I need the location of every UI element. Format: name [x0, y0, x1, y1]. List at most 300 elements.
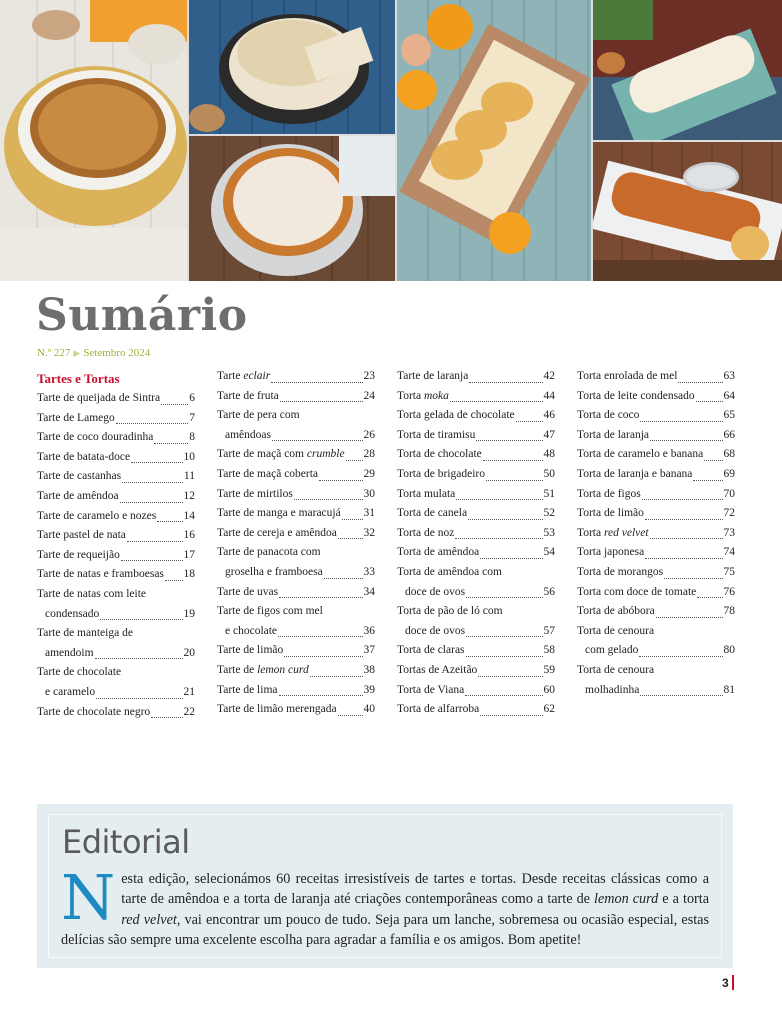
toc-entry-title	[397, 661, 477, 681]
toc-entry[interactable]	[217, 504, 375, 524]
toc-page-number: 76	[723, 585, 735, 598]
toc-leader-dots	[127, 541, 183, 542]
toc-leader-dots	[455, 538, 542, 539]
toc-page-number: 46	[543, 409, 555, 422]
toc-entry-title-text: Torta de abóbora	[577, 605, 655, 618]
page-title: Sumário	[36, 290, 248, 341]
toc-entry-title: Tarte de chocolate	[37, 666, 122, 679]
toc-entry-title-text: Torta de morangos	[577, 565, 664, 578]
toc-page-number: 7	[189, 411, 195, 424]
toc-entry-title-text: Tortas de Azeitão	[397, 663, 478, 676]
toc-leader-dots	[310, 676, 363, 677]
toc-page-number: 29	[363, 467, 375, 480]
photo-collage	[0, 0, 782, 281]
toc-page-number: 51	[543, 487, 555, 500]
toc-page-number: 32	[363, 526, 375, 539]
toc-entry[interactable]	[37, 409, 195, 429]
toc-leader-dots	[120, 502, 183, 503]
issue-number: N.º 227	[37, 347, 71, 359]
toc-entry-title	[217, 583, 278, 603]
toc-page-number: 33	[363, 565, 375, 578]
toc-leader-dots	[96, 698, 182, 699]
toc-leader-dots	[161, 404, 188, 405]
editorial-text-part: e a torta	[658, 891, 710, 908]
toc-leader-dots	[116, 423, 189, 424]
toc-entry-title	[397, 387, 449, 407]
toc-leader-dots	[338, 538, 363, 539]
toc-entry[interactable]	[37, 487, 195, 507]
toc-page-number: 10	[183, 450, 195, 463]
toc-entry[interactable]	[397, 504, 555, 524]
toc-entry-title	[577, 563, 663, 583]
toc-entries	[397, 367, 555, 720]
toc-entry-title-italic: moka	[423, 389, 449, 402]
issue-separator-icon: ▶	[73, 348, 81, 358]
photo-sugar-tart	[189, 136, 395, 281]
toc-entry-title	[37, 565, 164, 585]
toc-leader-dots	[693, 480, 722, 481]
toc-entry-title-text: Tarte de limão merengada	[217, 703, 337, 716]
toc-page-number: 19	[183, 607, 195, 620]
toc-leader-dots	[154, 443, 188, 444]
toc-entry[interactable]	[397, 681, 555, 701]
toc-leader-dots	[697, 597, 722, 598]
toc-entry-title-line	[217, 543, 375, 563]
toc-entry[interactable]	[397, 700, 555, 720]
toc-entry[interactable]	[217, 583, 375, 603]
toc-entry-title-text: Torta de laranja	[577, 428, 649, 441]
toc-leader-dots	[468, 519, 542, 520]
toc-page-number: 26	[363, 428, 375, 441]
toc-entry-title	[577, 387, 695, 407]
toc-entry-title: Torta de pão de ló com	[397, 605, 503, 618]
toc-entry[interactable]	[217, 524, 375, 544]
toc-leader-dots	[272, 440, 363, 441]
toc-entry-title	[37, 507, 156, 527]
toc-entry-title: e caramelo	[45, 685, 96, 698]
toc-entry[interactable]	[217, 367, 375, 387]
toc-leader-dots	[151, 717, 182, 718]
toc-page-number: 62	[543, 703, 555, 716]
toc-entry-title-text: Torta gelada de chocolate	[397, 409, 515, 422]
toc-entry-title-text: Torta japonesa	[577, 546, 645, 559]
toc-entry-title: Tarte de manteiga de	[37, 627, 133, 640]
toc-leader-dots	[465, 695, 542, 696]
toc-page-number: 57	[543, 624, 555, 637]
toc-entry-title	[217, 465, 318, 485]
toc-entry-title-text: Torta	[577, 526, 604, 539]
toc-leader-dots	[466, 656, 543, 657]
toc-entry-title-text: Tarte de maçã com	[217, 448, 307, 461]
editorial-text-part: esta edição, selecionámos 60 receitas irresistíveis de tartes e tortas. Desde receitas clássicas como a tarte de amêndoa e a torta de laranja até criações contemporâneas como a tarte de	[121, 871, 709, 908]
toc-entry-title-text: Tarte de queijada de Sintra	[37, 392, 161, 404]
toc-entry-title: condensado	[45, 607, 100, 620]
toc-entry[interactable]	[577, 367, 735, 387]
toc-entry-title-text: Tarte de caramelo e nozes	[37, 509, 157, 522]
toc-entry-title-text: Tarte de coco douradinha	[37, 431, 154, 444]
toc-column-3	[397, 367, 555, 720]
toc-entry-title-text: Torta	[397, 389, 424, 402]
toc-entry-title-text: Tarte de limão	[217, 644, 284, 657]
toc-entry-title-text: Torta de brigadeiro	[397, 467, 485, 480]
toc-leader-dots	[645, 519, 723, 520]
toc-page-number: 14	[183, 509, 195, 522]
toc-leader-dots	[284, 656, 362, 657]
toc-entry[interactable]	[397, 641, 555, 661]
toc-entry[interactable]	[37, 467, 195, 487]
toc-entry[interactable]	[37, 703, 195, 723]
toc-page-number: 80	[723, 644, 735, 657]
toc-entry[interactable]	[37, 644, 195, 664]
toc-entry-title	[577, 583, 696, 603]
toc-entry-title: doce de ovos	[405, 585, 466, 598]
toc-entry[interactable]	[397, 543, 555, 563]
editorial-heading: Editorial	[62, 823, 190, 861]
toc-entry-title-line	[577, 661, 735, 681]
toc-entry-title-text: Torta de tiramisu	[397, 428, 476, 441]
toc-entry[interactable]	[397, 622, 555, 642]
toc-leader-dots	[664, 578, 722, 579]
page-number: 3	[722, 976, 729, 990]
toc-entry[interactable]	[397, 661, 555, 681]
toc-entry[interactable]	[577, 563, 735, 583]
toc-entry-title	[217, 700, 337, 720]
toc-page-number: 24	[363, 389, 375, 402]
toc-entry[interactable]	[37, 448, 195, 468]
toc-entry[interactable]	[217, 641, 375, 661]
toc-page-number: 20	[183, 646, 195, 659]
toc-entry-title	[577, 465, 692, 485]
toc-entry[interactable]	[217, 485, 375, 505]
toc-entries	[37, 389, 195, 722]
toc-entry[interactable]	[397, 367, 555, 387]
toc-entry[interactable]	[397, 583, 555, 603]
toc-leader-dots	[165, 580, 183, 581]
toc-entry-title-line	[217, 602, 375, 622]
toc-entry-title	[217, 485, 293, 505]
toc-entry-title	[397, 543, 479, 563]
issue-date: Setembro 2024	[83, 347, 151, 359]
toc-leader-dots	[486, 480, 543, 481]
toc-leader-dots	[483, 460, 543, 461]
toc-entry[interactable]	[37, 565, 195, 585]
page-number-bar	[732, 975, 734, 990]
toc-entry-title	[397, 485, 455, 505]
toc-entry[interactable]	[217, 681, 375, 701]
toc-entry-title-line	[37, 663, 195, 683]
toc-entry-title	[397, 641, 465, 661]
toc-entry-title	[577, 485, 641, 505]
toc-entry-title	[577, 445, 703, 465]
editorial-italic: red velvet	[121, 911, 177, 928]
toc-entry[interactable]	[397, 465, 555, 485]
toc-leader-dots	[294, 499, 363, 500]
toc-page-number: 73	[723, 526, 735, 539]
toc-leader-dots	[319, 480, 362, 481]
toc-leader-dots	[469, 382, 542, 383]
toc-entry-title-text: Tarte de natas e framboesas	[37, 568, 164, 581]
toc-entry-title	[217, 524, 337, 544]
toc-entry[interactable]	[217, 622, 375, 642]
toc-entry-title-text: Torta de noz	[397, 526, 455, 539]
toc-entry[interactable]	[217, 445, 375, 465]
toc-entry-title-text: Tarte de maçã coberta	[217, 467, 319, 480]
toc-page-number: 47	[543, 428, 555, 441]
toc-entry-title-italic: eclair	[243, 370, 271, 382]
toc-page-number: 50	[543, 467, 555, 480]
toc-entry-title: Torta de cenoura	[577, 663, 655, 676]
toc-entry[interactable]	[217, 426, 375, 446]
toc-entry-title	[577, 543, 644, 563]
toc-leader-dots	[476, 440, 542, 441]
photo-cheesecake	[189, 0, 395, 134]
photo-swiss-roll	[593, 142, 782, 281]
toc-page-number: 64	[723, 389, 735, 402]
toc-entry-title: Torta de cenoura	[577, 624, 655, 637]
toc-entry-title	[397, 681, 464, 701]
toc-entry-title	[217, 367, 270, 387]
toc-entry-title-text: Tarte de Lamego	[37, 411, 115, 424]
toc-entry-title	[217, 445, 345, 465]
toc-entry-title-line	[217, 406, 375, 426]
toc-entry-title-italic: lemon curd	[257, 663, 309, 676]
toc-leader-dots	[478, 676, 542, 677]
toc-entry[interactable]	[577, 543, 735, 563]
toc-entry-title	[577, 504, 644, 524]
toc-entry[interactable]	[217, 465, 375, 485]
toc-leader-dots	[640, 421, 722, 422]
toc-leader-dots	[456, 499, 542, 500]
toc-entry-title-text: Torta com doce de tomate	[577, 585, 697, 598]
toc-entry-title-text: Tarte de laranja	[397, 370, 469, 382]
toc-entry[interactable]	[217, 700, 375, 720]
toc-entry[interactable]	[37, 526, 195, 546]
toc-page-number: 58	[543, 644, 555, 657]
toc-entry-title-italic: crumble	[306, 448, 345, 461]
toc-entry-title	[37, 703, 150, 723]
editorial-box	[37, 804, 733, 968]
editorial-text-part: , vai encontrar um pouco de tudo. Seja para um lanche, sobremesa ou ocasião especial, estas delícias são sempre uma excelente escolha para agradar a família e os amigos. Bom apetite!	[61, 911, 709, 948]
toc-page-number: 78	[723, 605, 735, 618]
toc-entry-title-line	[37, 624, 195, 644]
toc-entry-title-text: Tarte de fruta	[217, 389, 279, 402]
toc-entry-title-text: Tarte de	[217, 663, 258, 676]
toc-leader-dots	[100, 619, 182, 620]
editorial-dropcap: N	[61, 861, 116, 934]
toc-leader-dots	[640, 695, 722, 696]
toc-entry-title: e chocolate	[225, 624, 278, 637]
toc-page-number: 81	[723, 683, 735, 696]
toc-page-number: 17	[183, 548, 195, 561]
toc-page-number: 66	[723, 428, 735, 441]
toc-entry[interactable]	[577, 602, 735, 622]
toc-leader-dots	[157, 521, 182, 522]
toc-page-number: 69	[723, 467, 735, 480]
toc-entry-title	[37, 448, 130, 468]
toc-entry[interactable]	[397, 406, 555, 426]
toc-entry-title-text: Torta de amêndoa	[397, 546, 480, 559]
toc-entry[interactable]	[37, 683, 195, 703]
toc-leader-dots	[324, 578, 363, 579]
editorial-text	[61, 861, 710, 950]
toc-entry[interactable]	[397, 524, 555, 544]
toc-entry-title	[577, 426, 649, 446]
toc-entry-title	[217, 641, 283, 661]
toc-entry-title-text: Torta de figos	[577, 487, 641, 500]
toc-leader-dots	[650, 440, 723, 441]
toc-entry-title-text: Torta de canela	[397, 507, 468, 520]
toc-entry-title-text: Tarte de cereja e amêndoa	[217, 526, 337, 539]
toc-entry[interactable]	[397, 387, 555, 407]
toc-entry-title	[397, 445, 482, 465]
toc-entry-title-text: Torta de laranja e banana	[577, 467, 693, 480]
toc-leader-dots	[95, 658, 183, 659]
toc-leader-dots	[279, 597, 362, 598]
toc-entry-title-text: Torta de claras	[397, 644, 465, 657]
toc-entry[interactable]	[37, 605, 195, 625]
toc-entry-title: groselha e framboesa	[225, 565, 323, 578]
toc-page-number: 75	[723, 565, 735, 578]
toc-page-number: 22	[183, 705, 195, 718]
toc-entry-title-text: Torta de leite condensado	[577, 389, 695, 402]
toc-entry[interactable]	[397, 426, 555, 446]
toc-page-number: 16	[183, 529, 195, 542]
toc-entries	[217, 367, 375, 720]
toc-entry[interactable]	[577, 485, 735, 505]
toc-entry-title	[37, 526, 126, 546]
toc-page-number: 36	[363, 624, 375, 637]
toc-entry[interactable]	[577, 641, 735, 661]
toc-leader-dots	[338, 715, 363, 716]
toc-entry-title-text: Torta de caramelo e banana	[577, 448, 704, 461]
toc-page-number: 65	[723, 409, 735, 422]
toc-entry-title: Tarte de pera com	[217, 409, 300, 422]
toc-page-number: 37	[363, 644, 375, 657]
photo-orange-roll	[397, 0, 591, 281]
toc-entry[interactable]	[577, 445, 735, 465]
toc-leader-dots	[122, 482, 183, 483]
toc-entry-title	[37, 428, 153, 448]
toc-entries	[577, 367, 735, 700]
toc-entry-title	[37, 546, 120, 566]
toc-page-number: 40	[363, 703, 375, 716]
toc-leader-dots	[704, 460, 722, 461]
toc-entry[interactable]	[217, 661, 375, 681]
toc-entry-title-italic: red velvet	[603, 526, 649, 539]
toc-entry-title-text: Tarte de uvas	[217, 585, 279, 598]
toc-leader-dots	[466, 636, 542, 637]
toc-entry-title-text: Tarte de chocolate negro	[37, 705, 151, 718]
toc-leader-dots	[645, 558, 722, 559]
toc-page-number: 52	[543, 507, 555, 520]
toc-page-number: 68	[723, 448, 735, 461]
toc-page-number: 44	[543, 389, 555, 402]
toc-entry[interactable]	[577, 406, 735, 426]
toc-entry-title-text: Tarte	[217, 370, 244, 382]
toc-entry-title	[217, 504, 341, 524]
toc-entry-title: amendoim	[45, 646, 94, 659]
toc-page-number: 54	[543, 546, 555, 559]
toc-entry-title: Torta de amêndoa com	[397, 565, 502, 578]
toc-entry[interactable]	[577, 426, 735, 446]
toc-leader-dots	[480, 715, 542, 716]
toc-entry-title	[397, 700, 479, 720]
toc-entry-title	[397, 465, 485, 485]
toc-page-number: 59	[543, 663, 555, 676]
toc-entry-title: Tarte de figos com mel	[217, 605, 323, 618]
toc-page-number: 11	[183, 470, 195, 483]
toc-page-number: 42	[543, 370, 555, 382]
toc-leader-dots	[678, 382, 722, 383]
toc-leader-dots	[280, 401, 363, 402]
toc-leader-dots	[346, 460, 363, 461]
toc-entry-title-line	[577, 622, 735, 642]
toc-entry-title-text: Tarte de manga e maracujá	[217, 507, 341, 520]
toc-page-number: 53	[543, 526, 555, 539]
toc-entry-title-text: Torta de chocolate	[397, 448, 482, 461]
toc-entry[interactable]	[37, 507, 195, 527]
toc-leader-dots	[656, 617, 723, 618]
toc-leader-dots	[480, 558, 542, 559]
toc-leader-dots	[342, 519, 363, 520]
toc-entry[interactable]	[577, 465, 735, 485]
toc-leader-dots	[278, 636, 362, 637]
toc-entry-title	[397, 367, 468, 387]
toc-entry-title: amêndoas	[225, 428, 271, 441]
toc-page-number: 6	[189, 392, 195, 404]
toc-entry[interactable]	[577, 524, 735, 544]
section-heading: Tartes e Tortas	[37, 371, 120, 386]
toc-entry[interactable]	[577, 387, 735, 407]
toc-entry[interactable]	[37, 389, 195, 409]
toc-page-number: 70	[723, 487, 735, 500]
toc-entry-title-line	[397, 563, 555, 583]
toc-entry-title-line	[37, 585, 195, 605]
toc-entry-title	[217, 387, 279, 407]
toc-leader-dots	[271, 382, 362, 383]
toc-leader-dots	[450, 401, 543, 402]
toc-entry[interactable]	[397, 445, 555, 465]
toc-entry-title-text: Torta de coco	[577, 409, 640, 422]
toc-entry[interactable]	[577, 504, 735, 524]
toc-entry-title	[397, 406, 515, 426]
toc-entry-title-text: Tarte de requeijão	[37, 548, 120, 561]
toc-page-number: 63	[723, 370, 735, 382]
toc-entry-title-text: Torta enrolada de mel	[577, 370, 678, 382]
issue-info	[37, 347, 150, 359]
toc-entry-title: molhadinha	[585, 683, 640, 696]
toc-entry-title	[217, 681, 278, 701]
toc-page-number: 12	[183, 489, 195, 502]
toc-entry[interactable]	[37, 546, 195, 566]
toc-entry[interactable]	[217, 563, 375, 583]
toc-entry[interactable]	[37, 428, 195, 448]
toc-page-number: 39	[363, 683, 375, 696]
toc-leader-dots	[131, 462, 182, 463]
toc-entry-title: Tarte de panacota com	[217, 546, 321, 559]
toc-page-number: 74	[723, 546, 735, 559]
toc-entry-title-text: Tarte de amêndoa	[37, 489, 119, 502]
toc-entry-title	[577, 367, 677, 387]
toc-page-number: 72	[723, 507, 735, 520]
toc-entry[interactable]	[217, 387, 375, 407]
toc-entry[interactable]	[577, 681, 735, 701]
toc-entry-title	[397, 426, 475, 446]
toc-column-4	[577, 367, 735, 700]
toc-entry[interactable]	[397, 485, 555, 505]
toc-entry-title	[397, 504, 467, 524]
toc-entry[interactable]	[577, 583, 735, 603]
